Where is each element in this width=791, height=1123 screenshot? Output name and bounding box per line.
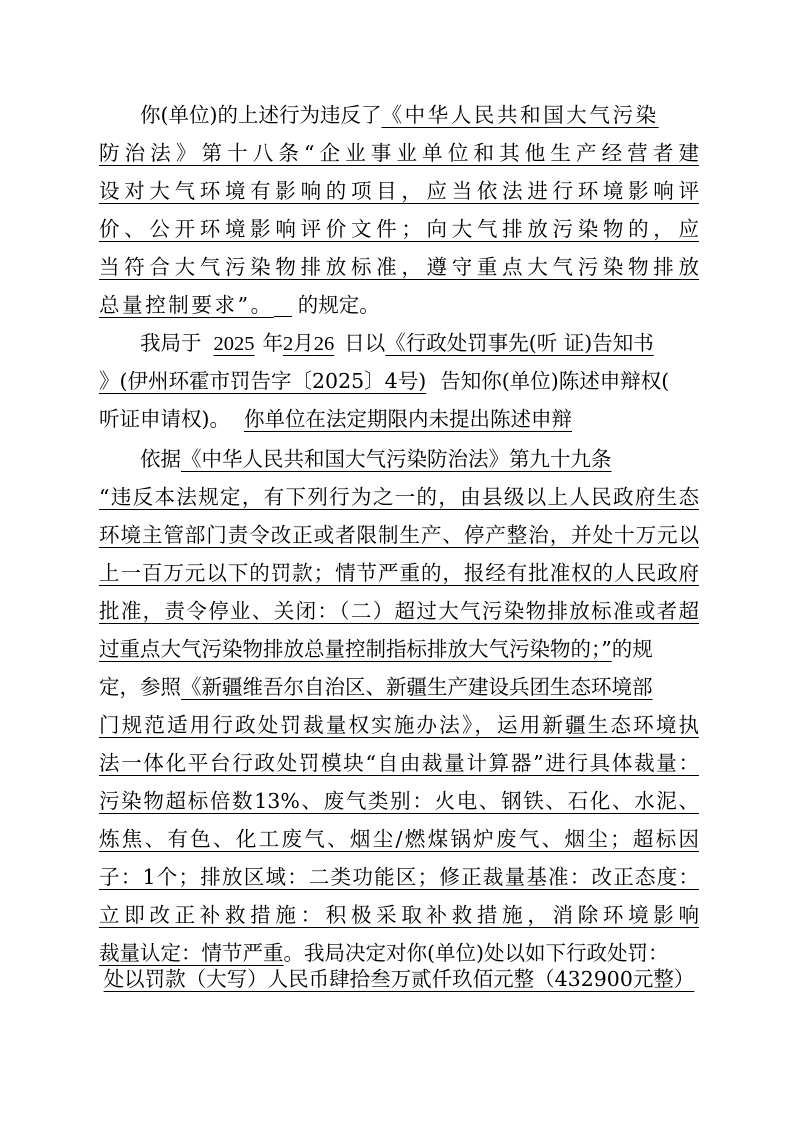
text-segment: 听证申请权)。 <box>99 407 230 431</box>
notice-number: 》(伊州环霍市罚告字〔2025〕4号) <box>99 369 427 393</box>
text-segment: 你单位在法定期限内未提出陈述申辩 <box>244 407 572 431</box>
paragraph-3-line-3: 环境主管部门责令改正或者限制生产、停产整治，并处十万元以 <box>99 523 699 547</box>
paragraph-3-line-4: 上一百万元以下的罚款；情节严重的，报经有批准权的人民政府 <box>99 561 699 585</box>
paragraph-3-line-11: 炼焦、有色、化工废气、烟尘/燃煤锅炉废气、烟尘；超标因 <box>99 827 699 851</box>
text-segment: 年 <box>262 331 283 355</box>
year-value: 2025 <box>213 333 255 355</box>
paragraph-3-line-13: 立即改正补救措施：积极采取补救措施，消除环境影响 <box>99 903 699 927</box>
paragraph-3-line-1 <box>99 440 699 478</box>
text-segment: 。我局决定对你(单位)处以如下行政处罚： <box>283 941 669 965</box>
text-segment: 告知你(单位)陈述申辩权( <box>440 369 670 393</box>
paragraph-3-line-9: 法一体化平台行政处罚模块“自由裁量计算器”进行具体裁量： <box>99 751 699 775</box>
text-segment: 的规 <box>611 637 653 661</box>
text-segment: 我局于 <box>140 331 202 355</box>
penalty-amount: 处以罚款（大写）人民币肆拾叁万贰仟玖佰元整（432900元整） <box>103 967 695 991</box>
penalty-line <box>99 960 699 998</box>
text-segment: 依据 <box>140 447 181 471</box>
text-segment: 日以 <box>344 331 386 355</box>
paragraph-3-line-6 <box>99 630 699 668</box>
paragraph-3-line-8: 门规范适用行政处罚裁量权实施办法》，运用新疆生态环境执 <box>99 713 699 737</box>
paragraph-3-line-2: “违反本法规定，有下列行为之一的，由县级以上人民政府生态 <box>99 485 699 509</box>
paragraph-1-line-4: 价、公开环境影响评价文件；向大气排放污染物的，应 <box>99 217 699 241</box>
paragraph-2-line-1 <box>99 324 699 362</box>
regulation-title-link: 《新疆维吾尔自治区、新疆生产建设兵团生态环境部 <box>181 675 653 699</box>
text-segment: 过重点大气污染物排放总量控制指标排放大气污染物的；” <box>99 637 612 661</box>
law-title-link: 《中华人民共和国大气污染防治法》第九十九条 <box>181 447 612 471</box>
text-segment: 月 <box>293 331 314 355</box>
text-segment: 总量控制要求”。 <box>99 293 274 317</box>
paragraph-1-line-5: 当符合大气污染物排放标准，遵守重点大气污染物排放 <box>99 255 699 279</box>
month-value: 2 <box>283 333 294 355</box>
paragraph-1-line-2: 防治法》第十八条“企业事业单位和其他生产经营者建 <box>99 141 699 165</box>
law-title-link: 《中华人民共和国大气污染 <box>381 103 659 127</box>
notice-title: 《行政处罚事先(听 证)告知书 <box>385 331 654 355</box>
text-segment: 定，参照 <box>99 675 181 699</box>
paragraph-1-line-1 <box>99 96 699 134</box>
paragraph-3-line-12: 子：1个；排放区域：二类功能区；修正裁量基准：改正态度： <box>99 865 699 889</box>
paragraph-1-line-6 <box>99 286 699 324</box>
text-segment: 的规定。 <box>297 293 380 317</box>
day-value: 26 <box>313 333 335 355</box>
paragraph-3-line-5: 批准，责令停业、关闭：（二）超过大气污染物排放标准或者超 <box>99 599 699 623</box>
text-segment: 你(单位)的上述行为违反了 <box>140 103 382 127</box>
text-segment: 裁量认定：情节严重 <box>99 941 284 965</box>
paragraph-2-line-3 <box>99 400 699 438</box>
paragraph-2-line-2 <box>99 362 699 400</box>
paragraph-1-line-3: 设对大气环境有影响的项目，应当依法进行环境影响评 <box>99 179 699 203</box>
paragraph-3-line-7 <box>99 668 699 706</box>
paragraph-3-line-10: 污染物超标倍数13%、废气类别：火电、钢铁、石化、水泥、 <box>99 789 699 813</box>
